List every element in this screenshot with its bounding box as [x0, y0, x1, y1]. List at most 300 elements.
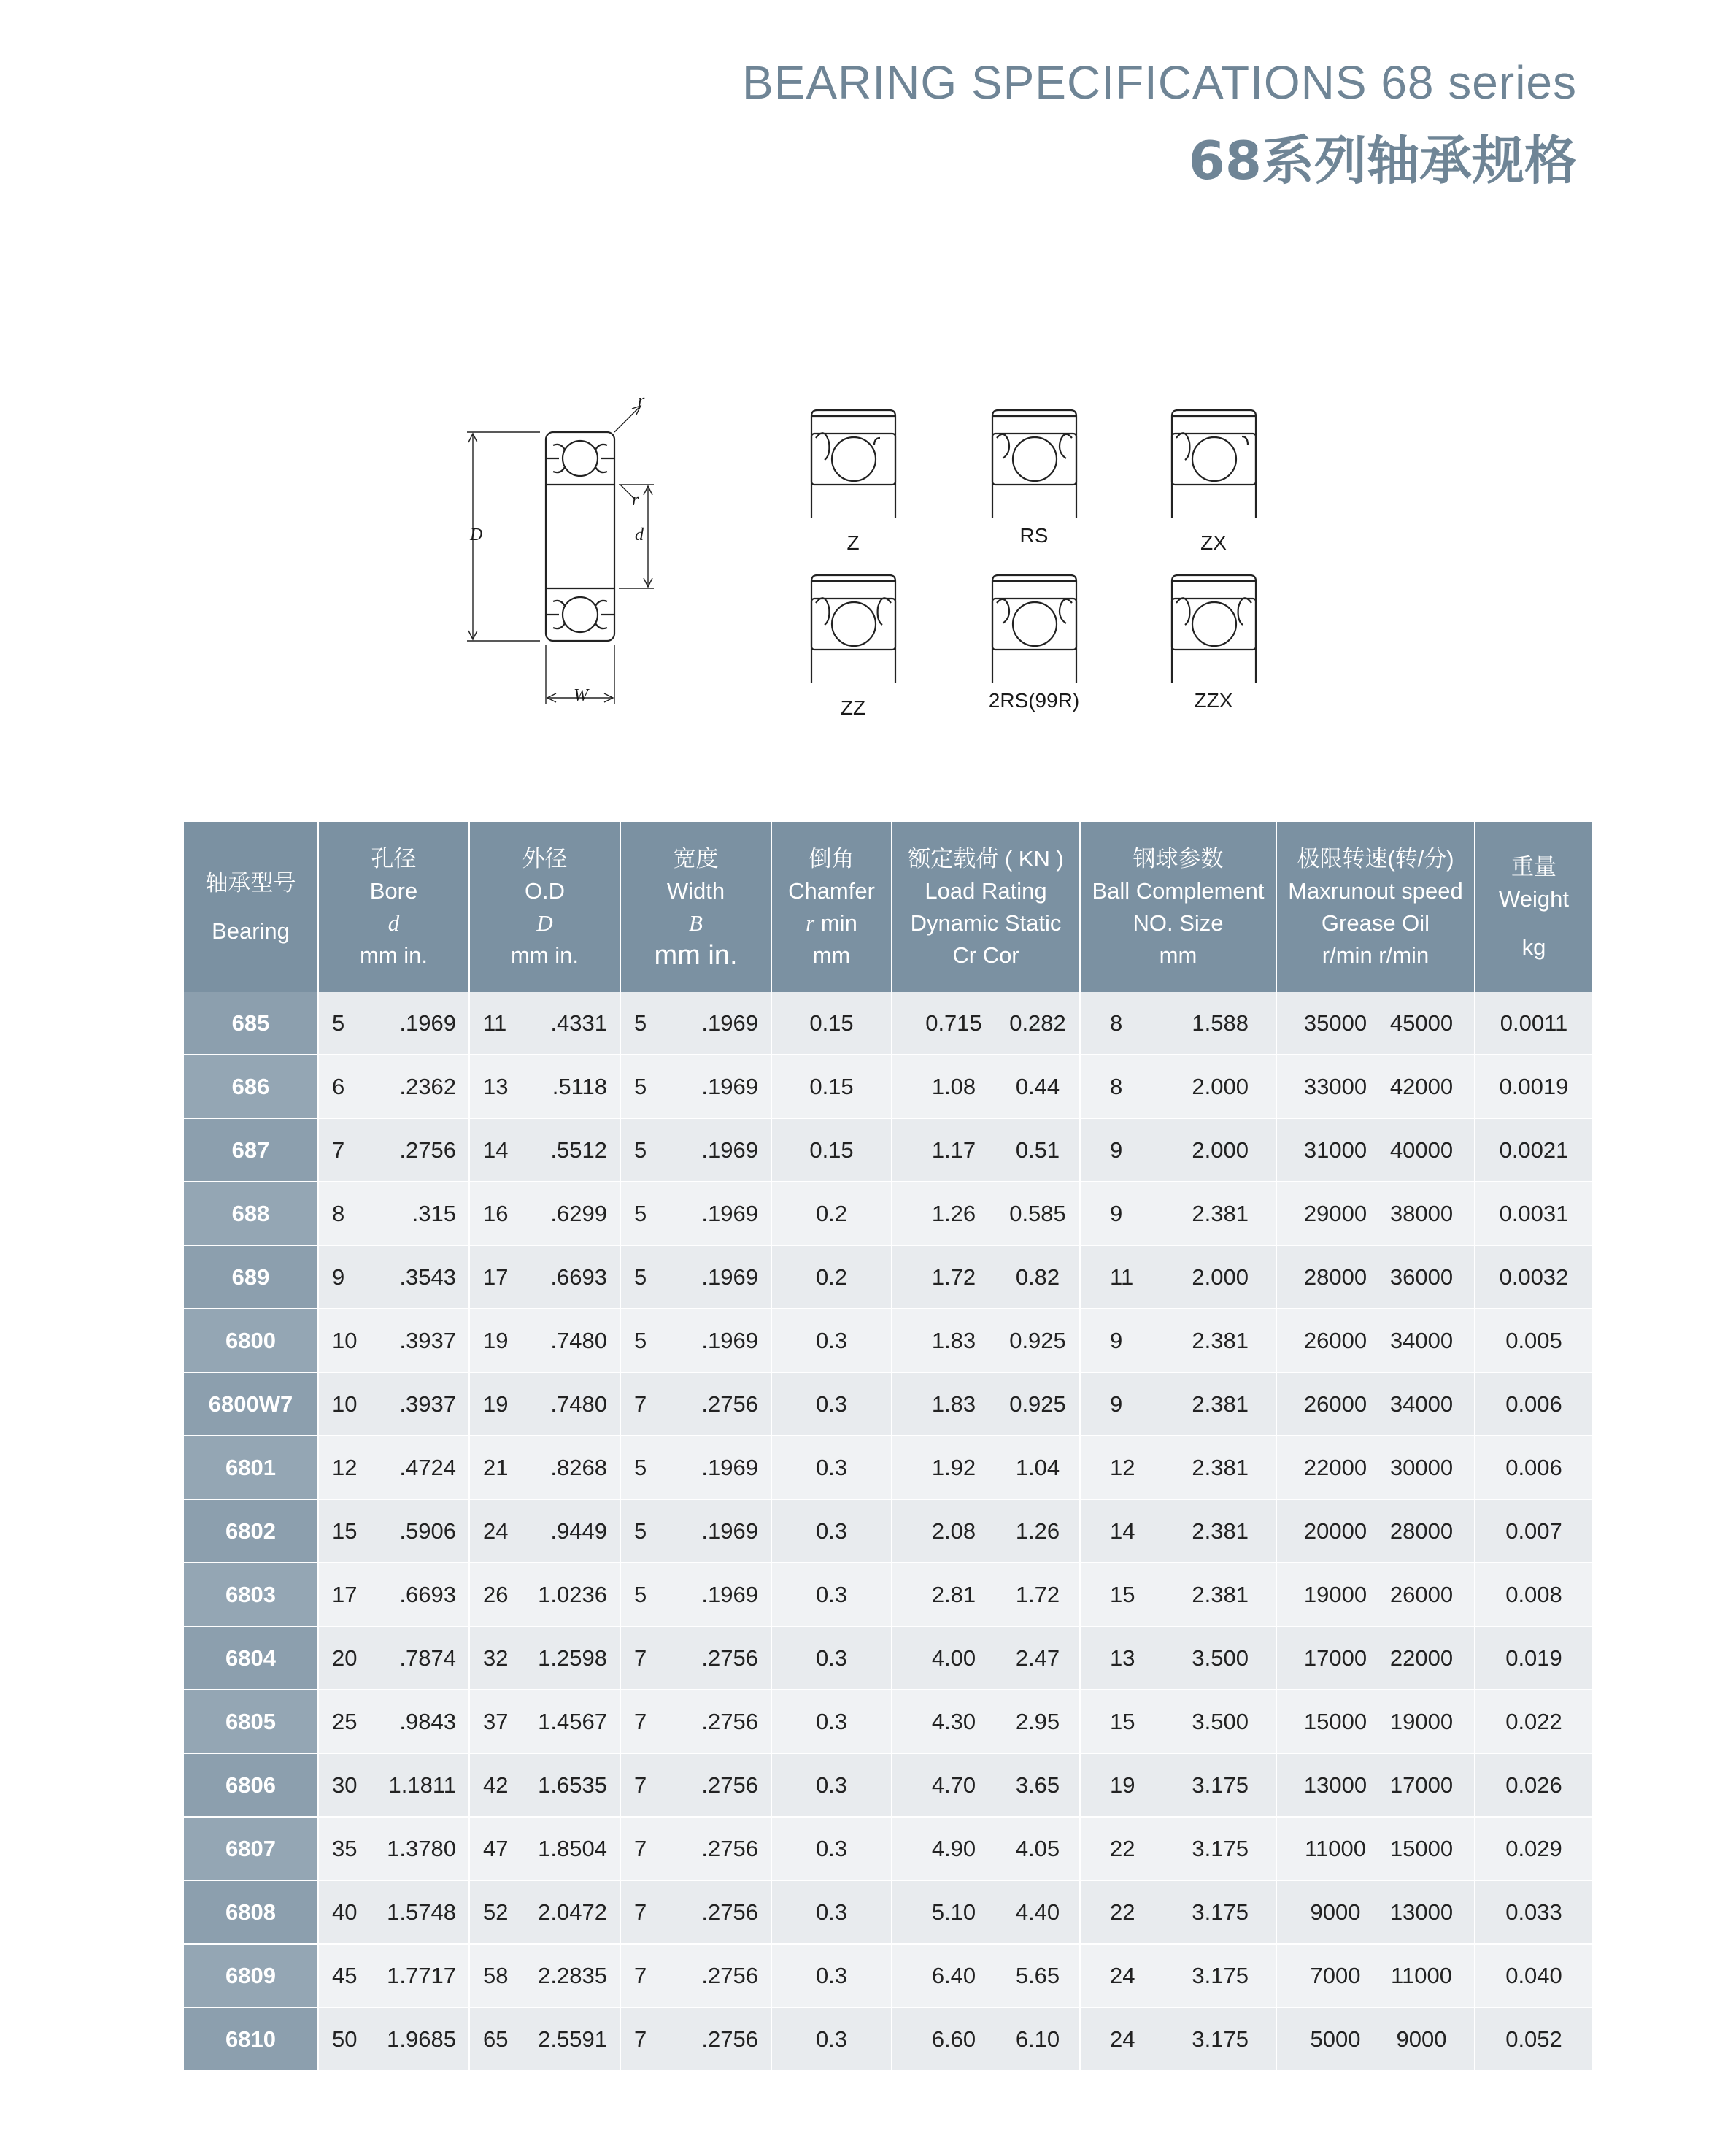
width-cell	[620, 1626, 771, 1690]
outer-diameter-cell	[469, 1499, 620, 1563]
max-speed-cell	[1276, 1436, 1475, 1499]
bore-a: 20	[332, 1645, 358, 1671]
outer-diameter-cell	[469, 1880, 620, 1944]
bore-b: .9843	[399, 1708, 456, 1734]
load-rating-a: 1.83	[931, 1327, 976, 1353]
chamfer-cell: 0.15	[771, 992, 892, 1055]
ball-complement-cell	[1080, 1690, 1276, 1753]
max-speed-a: 20000	[1303, 1518, 1367, 1544]
load-rating-cell	[892, 1182, 1080, 1245]
load-rating-b: 5.65	[1015, 1962, 1060, 1988]
load-rating-a: 1.83	[931, 1391, 976, 1417]
ball-complement-cell	[1080, 1626, 1276, 1690]
chamfer-cell: 0.3	[771, 1372, 892, 1436]
width-b: .2756	[701, 1962, 758, 1988]
bore-a: 25	[332, 1708, 358, 1734]
ball-complement-a: 22	[1110, 1899, 1135, 1925]
table-row	[184, 992, 1592, 1055]
outer-diameter-b: .4331	[550, 1009, 607, 1036]
bore-cell	[318, 1753, 469, 1817]
width-cell	[620, 1309, 771, 1372]
weight-cell: 0.0019	[1475, 1055, 1592, 1118]
bearing-model-cell: 6800W7	[184, 1372, 318, 1436]
outer-diameter-a: 16	[483, 1200, 509, 1226]
outer-diameter-a: 32	[483, 1645, 509, 1671]
bore-a: 30	[332, 1772, 358, 1798]
bore-cell	[318, 1245, 469, 1309]
load-rating-cell	[892, 1817, 1080, 1880]
dim-label-r-top: r	[638, 391, 645, 410]
ball-complement-a: 22	[1110, 1835, 1135, 1861]
width-b: .2756	[701, 2026, 758, 2052]
max-speed-cell	[1276, 1690, 1475, 1753]
outer-diameter-b: 1.8504	[538, 1835, 607, 1861]
max-speed-a: 15000	[1303, 1708, 1367, 1734]
bore-b: .2362	[399, 1073, 456, 1099]
max-speed-b: 15000	[1389, 1835, 1454, 1861]
load-rating-cell	[892, 1880, 1080, 1944]
symbol-label-zzx: ZZX	[1194, 689, 1233, 712]
outer-diameter-b: .6299	[550, 1200, 607, 1226]
ball-complement-a: 13	[1110, 1645, 1135, 1671]
outer-diameter-a: 47	[483, 1835, 509, 1861]
outer-diameter-b: .6693	[550, 1263, 607, 1290]
symbol-z-drawing	[811, 410, 895, 518]
width-a: 5	[634, 1581, 647, 1607]
outer-diameter-b: 2.5591	[538, 2026, 607, 2052]
max-speed-a: 7000	[1310, 1962, 1361, 1988]
max-speed-cell	[1276, 1753, 1475, 1817]
load-rating-cell	[892, 992, 1080, 1055]
bearing-drawings	[0, 0, 1736, 774]
load-rating-cell	[892, 1626, 1080, 1690]
bearing-model-cell: 688	[184, 1182, 318, 1245]
load-rating-b: 0.82	[1015, 1263, 1060, 1290]
max-speed-a: 35000	[1303, 1009, 1367, 1036]
max-speed-a: 33000	[1303, 1073, 1367, 1099]
outer-diameter-cell	[469, 1245, 620, 1309]
max-speed-cell	[1276, 1944, 1475, 2007]
load-rating-b: 4.05	[1015, 1835, 1060, 1861]
load-rating-cell	[892, 1118, 1080, 1182]
bore-cell	[318, 992, 469, 1055]
width-cell	[620, 1880, 771, 1944]
ball-complement-b: 2.381	[1192, 1391, 1249, 1417]
table-row	[184, 1626, 1592, 1690]
max-speed-cell	[1276, 1309, 1475, 1372]
width-a: 7	[634, 1645, 647, 1671]
ball-complement-cell	[1080, 1372, 1276, 1436]
load-rating-b: 1.26	[1015, 1518, 1060, 1544]
ball-complement-cell	[1080, 1880, 1276, 1944]
outer-diameter-a: 42	[483, 1772, 509, 1798]
load-rating-a: 6.40	[931, 1962, 976, 1988]
outer-diameter-a: 26	[483, 1581, 509, 1607]
width-a: 7	[634, 1962, 647, 1988]
ball-complement-b: 3.175	[1192, 2026, 1249, 2052]
bore-cell	[318, 1690, 469, 1753]
max-speed-cell	[1276, 992, 1475, 1055]
page-title: BEARING SPECIFICATIONS 68 series	[742, 56, 1577, 109]
table-row	[184, 1817, 1592, 1880]
width-b: .2756	[701, 1708, 758, 1734]
page-subtitle: 68系列轴承规格	[1188, 130, 1577, 191]
ball-complement-a: 9	[1110, 1391, 1123, 1417]
bore-a: 15	[332, 1518, 358, 1544]
bore-cell	[318, 1372, 469, 1436]
weight-cell: 0.052	[1475, 2007, 1592, 2071]
bore-b: .3937	[399, 1327, 456, 1353]
bearing-model-cell: 689	[184, 1245, 318, 1309]
bore-a: 40	[332, 1899, 358, 1925]
max-speed-b: 19000	[1389, 1708, 1454, 1734]
ball-complement-a: 11	[1110, 1263, 1134, 1290]
weight-cell: 0.029	[1475, 1817, 1592, 1880]
ball-complement-b: 3.175	[1192, 1772, 1249, 1798]
chamfer-cell: 0.3	[771, 2007, 892, 2071]
width-a: 5	[634, 1073, 647, 1099]
outer-diameter-cell	[469, 992, 620, 1055]
ball-complement-cell	[1080, 1563, 1276, 1626]
max-speed-b: 11000	[1391, 1962, 1452, 1988]
outer-diameter-a: 19	[483, 1327, 509, 1353]
ball-complement-b: 3.175	[1192, 1835, 1249, 1861]
width-b: .1969	[701, 1263, 758, 1290]
max-speed-b: 36000	[1389, 1263, 1454, 1290]
outer-diameter-b: 2.0472	[538, 1899, 607, 1925]
width-cell	[620, 1245, 771, 1309]
width-a: 5	[634, 1327, 647, 1353]
width-b: .1969	[701, 1581, 758, 1607]
bearing-model-cell: 6803	[184, 1563, 318, 1626]
weight-cell: 0.022	[1475, 1690, 1592, 1753]
ball-complement-cell	[1080, 1499, 1276, 1563]
load-rating-a: 5.10	[931, 1899, 976, 1925]
ball-complement-b: 2.000	[1192, 1136, 1249, 1163]
load-rating-b: 4.40	[1015, 1899, 1060, 1925]
ball-complement-cell	[1080, 1753, 1276, 1817]
width-a: 7	[634, 1899, 647, 1925]
ball-complement-a: 8	[1110, 1009, 1123, 1036]
load-rating-cell	[892, 1245, 1080, 1309]
chamfer-cell: 0.2	[771, 1182, 892, 1245]
outer-diameter-b: 2.2835	[538, 1962, 607, 1988]
load-rating-cell	[892, 1309, 1080, 1372]
ball-complement-b: 3.500	[1192, 1645, 1249, 1671]
ball-complement-b: 3.500	[1192, 1708, 1249, 1734]
table-row	[184, 1690, 1592, 1753]
outer-diameter-a: 17	[483, 1263, 509, 1290]
ball-complement-b: 2.381	[1192, 1200, 1249, 1226]
load-rating-b: 0.925	[1009, 1391, 1066, 1417]
max-speed-a: 22000	[1303, 1454, 1367, 1480]
weight-cell: 0.006	[1475, 1436, 1592, 1499]
table-row	[184, 1880, 1592, 1944]
load-rating-b: 0.44	[1015, 1073, 1060, 1099]
table-header-row	[184, 822, 1592, 992]
ball-complement-b: 2.381	[1192, 1454, 1249, 1480]
table-row	[184, 1245, 1592, 1309]
outer-diameter-a: 24	[483, 1518, 509, 1544]
load-rating-b: 1.04	[1015, 1454, 1060, 1480]
width-a: 5	[634, 1263, 647, 1290]
ball-complement-cell	[1080, 1245, 1276, 1309]
weight-cell: 0.007	[1475, 1499, 1592, 1563]
outer-diameter-cell	[469, 1817, 620, 1880]
width-a: 5	[634, 1518, 647, 1544]
outer-diameter-cell	[469, 1309, 620, 1372]
bore-b: .1969	[399, 1009, 456, 1036]
outer-diameter-a: 19	[483, 1391, 509, 1417]
bearing-model-cell: 687	[184, 1118, 318, 1182]
dim-label-d: d	[635, 526, 644, 545]
bore-b: 1.7717	[387, 1962, 456, 1988]
load-rating-a: 4.70	[931, 1772, 976, 1798]
bearing-diagram-svg	[0, 0, 1736, 774]
ball-complement-b: 2.381	[1192, 1581, 1249, 1607]
outer-diameter-b: .7480	[550, 1391, 607, 1417]
dim-label-r-side: r	[632, 491, 639, 509]
width-a: 7	[634, 1835, 647, 1861]
max-speed-a: 31000	[1303, 1136, 1367, 1163]
bearing-model-cell: 685	[184, 992, 318, 1055]
bore-b: .4724	[399, 1454, 456, 1480]
ball-complement-cell	[1080, 1436, 1276, 1499]
bore-b: .3543	[399, 1263, 456, 1290]
header-load-rating: 额定载荷 ( KN ) Load Rating Dynamic Static Cr Cor	[892, 822, 1080, 992]
chamfer-cell: 0.3	[771, 1880, 892, 1944]
width-cell	[620, 1944, 771, 2007]
weight-cell: 0.0021	[1475, 1118, 1592, 1182]
chamfer-cell: 0.15	[771, 1118, 892, 1182]
max-speed-cell	[1276, 1817, 1475, 1880]
bore-a: 12	[332, 1454, 358, 1480]
outer-diameter-b: 1.0236	[538, 1581, 607, 1607]
symbol-rs-drawing	[992, 410, 1076, 518]
chamfer-cell: 0.2	[771, 1245, 892, 1309]
max-speed-cell	[1276, 1499, 1475, 1563]
bore-cell	[318, 1563, 469, 1626]
symbol-label-rs: RS	[1019, 524, 1049, 547]
bearing-model-cell: 6809	[184, 1944, 318, 2007]
width-cell	[620, 1499, 771, 1563]
table-row	[184, 2007, 1592, 2071]
weight-cell: 0.0011	[1475, 992, 1592, 1055]
bore-b: 1.5748	[387, 1899, 456, 1925]
bearing-model-cell: 6807	[184, 1817, 318, 1880]
ball-complement-b: 1.588	[1192, 1009, 1249, 1036]
load-rating-cell	[892, 1753, 1080, 1817]
symbol-label-zx: ZX	[1200, 531, 1227, 554]
bore-a: 45	[332, 1962, 358, 1988]
load-rating-a: 1.72	[931, 1263, 976, 1290]
width-b: .1969	[701, 1327, 758, 1353]
ball-complement-a: 14	[1110, 1518, 1135, 1544]
outer-diameter-b: 1.6535	[538, 1772, 607, 1798]
outer-diameter-cell	[469, 1436, 620, 1499]
outer-diameter-b: 1.2598	[538, 1645, 607, 1671]
load-rating-b: 0.585	[1009, 1200, 1066, 1226]
bore-b: .2756	[399, 1136, 456, 1163]
symbol-label-zz: ZZ	[840, 696, 866, 719]
ball-complement-a: 15	[1110, 1581, 1135, 1607]
table-row	[184, 1055, 1592, 1118]
weight-cell: 0.033	[1475, 1880, 1592, 1944]
load-rating-a: 4.30	[931, 1708, 976, 1734]
max-speed-a: 26000	[1303, 1327, 1367, 1353]
max-speed-b: 34000	[1389, 1391, 1454, 1417]
max-speed-a: 9000	[1310, 1899, 1361, 1925]
load-rating-a: 0.715	[925, 1009, 982, 1036]
max-speed-b: 30000	[1389, 1454, 1454, 1480]
ball-complement-a: 24	[1110, 1962, 1135, 1988]
width-b: .1969	[701, 1009, 758, 1036]
bore-cell	[318, 1182, 469, 1245]
bore-cell	[318, 1118, 469, 1182]
width-b: .1969	[701, 1136, 758, 1163]
load-rating-a: 2.81	[931, 1581, 976, 1607]
max-speed-b: 9000	[1396, 2026, 1447, 2052]
outer-diameter-a: 13	[483, 1073, 509, 1099]
ball-complement-a: 9	[1110, 1327, 1123, 1353]
outer-diameter-b: .9449	[550, 1518, 607, 1544]
chamfer-cell: 0.3	[771, 1753, 892, 1817]
bore-cell	[318, 1626, 469, 1690]
max-speed-b: 42000	[1389, 1073, 1454, 1099]
load-rating-cell	[892, 1499, 1080, 1563]
ball-complement-a: 19	[1110, 1772, 1135, 1798]
bearing-model-cell: 686	[184, 1055, 318, 1118]
width-b: .2756	[701, 1835, 758, 1861]
outer-diameter-a: 58	[483, 1962, 509, 1988]
table-row	[184, 1944, 1592, 2007]
bore-b: .3937	[399, 1391, 456, 1417]
ball-complement-cell	[1080, 1182, 1276, 1245]
width-b: .1969	[701, 1454, 758, 1480]
width-cell	[620, 2007, 771, 2071]
outer-diameter-cell	[469, 1753, 620, 1817]
bore-cell	[318, 1944, 469, 2007]
max-speed-b: 34000	[1389, 1327, 1454, 1353]
chamfer-cell: 0.15	[771, 1055, 892, 1118]
table-row	[184, 1563, 1592, 1626]
max-speed-a: 5000	[1310, 2026, 1361, 2052]
max-speed-b: 40000	[1389, 1136, 1454, 1163]
bore-cell	[318, 1499, 469, 1563]
outer-diameter-cell	[469, 1118, 620, 1182]
table-row	[184, 1118, 1592, 1182]
bore-a: 10	[332, 1391, 358, 1417]
outer-diameter-cell	[469, 1690, 620, 1753]
weight-cell: 0.005	[1475, 1309, 1592, 1372]
bearing-model-cell: 6804	[184, 1626, 318, 1690]
ball-complement-cell	[1080, 1118, 1276, 1182]
max-speed-a: 17000	[1303, 1645, 1367, 1671]
ball-complement-b: 2.000	[1192, 1263, 1249, 1290]
bore-a: 10	[332, 1327, 358, 1353]
load-rating-cell	[892, 1944, 1080, 2007]
outer-diameter-b: .7480	[550, 1327, 607, 1353]
weight-cell: 0.019	[1475, 1626, 1592, 1690]
table-row	[184, 1182, 1592, 1245]
bore-a: 9	[332, 1263, 345, 1290]
header-width: 宽度 Width B mm in.	[620, 822, 771, 992]
max-speed-b: 45000	[1389, 1009, 1454, 1036]
header-weight: 重量 Weight kg	[1475, 822, 1592, 992]
bore-b: .7874	[399, 1645, 456, 1671]
max-speed-b: 17000	[1389, 1772, 1454, 1798]
bore-a: 6	[332, 1073, 345, 1099]
load-rating-a: 6.60	[931, 2026, 976, 2052]
outer-diameter-b: .5118	[552, 1073, 607, 1099]
width-a: 7	[634, 2026, 647, 2052]
width-cell	[620, 1055, 771, 1118]
load-rating-cell	[892, 2007, 1080, 2071]
width-a: 5	[634, 1200, 647, 1226]
chamfer-cell: 0.3	[771, 1563, 892, 1626]
load-rating-b: 1.72	[1015, 1581, 1060, 1607]
load-rating-a: 1.08	[931, 1073, 976, 1099]
max-speed-b: 38000	[1389, 1200, 1454, 1226]
width-b: .1969	[701, 1200, 758, 1226]
outer-diameter-a: 52	[483, 1899, 509, 1925]
width-cell	[620, 1753, 771, 1817]
width-a: 7	[634, 1708, 647, 1734]
bore-b: 1.9685	[387, 2026, 456, 2052]
ball-complement-b: 2.381	[1192, 1518, 1249, 1544]
table-row	[184, 1309, 1592, 1372]
max-speed-cell	[1276, 1563, 1475, 1626]
outer-diameter-a: 14	[483, 1136, 509, 1163]
width-a: 5	[634, 1136, 647, 1163]
outer-diameter-cell	[469, 2007, 620, 2071]
width-cell	[620, 1118, 771, 1182]
ball-complement-cell	[1080, 1944, 1276, 2007]
header-bore: 孔径 Bore d mm in.	[318, 822, 469, 992]
width-cell	[620, 1817, 771, 1880]
outer-diameter-b: .8268	[550, 1454, 607, 1480]
ball-complement-a: 9	[1110, 1200, 1123, 1226]
max-speed-cell	[1276, 1626, 1475, 1690]
bore-b: .5906	[399, 1518, 456, 1544]
header-ball-complement: 钢球参数 Ball Complement NO. Size mm	[1080, 822, 1276, 992]
outer-diameter-cell	[469, 1563, 620, 1626]
weight-cell: 0.0032	[1475, 1245, 1592, 1309]
table-row	[184, 1499, 1592, 1563]
max-speed-a: 13000	[1303, 1772, 1367, 1798]
ball-complement-a: 15	[1110, 1708, 1135, 1734]
outer-diameter-b: .5512	[550, 1136, 607, 1163]
bore-b: 1.3780	[387, 1835, 456, 1861]
ball-complement-cell	[1080, 1055, 1276, 1118]
load-rating-a: 1.92	[931, 1454, 976, 1480]
max-speed-a: 28000	[1303, 1263, 1367, 1290]
load-rating-a: 1.26	[931, 1200, 976, 1226]
table-row	[184, 1372, 1592, 1436]
symbol-2rs-drawing	[992, 575, 1076, 683]
specifications-table	[184, 822, 1592, 2072]
bearing-model-cell: 6805	[184, 1690, 318, 1753]
ball-complement-cell	[1080, 992, 1276, 1055]
load-rating-a: 2.08	[931, 1518, 976, 1544]
width-a: 7	[634, 1391, 647, 1417]
ball-complement-a: 9	[1110, 1136, 1123, 1163]
bore-cell	[318, 1309, 469, 1372]
load-rating-b: 2.95	[1015, 1708, 1060, 1734]
load-rating-cell	[892, 1690, 1080, 1753]
weight-cell: 0.026	[1475, 1753, 1592, 1817]
load-rating-a: 4.90	[931, 1835, 976, 1861]
